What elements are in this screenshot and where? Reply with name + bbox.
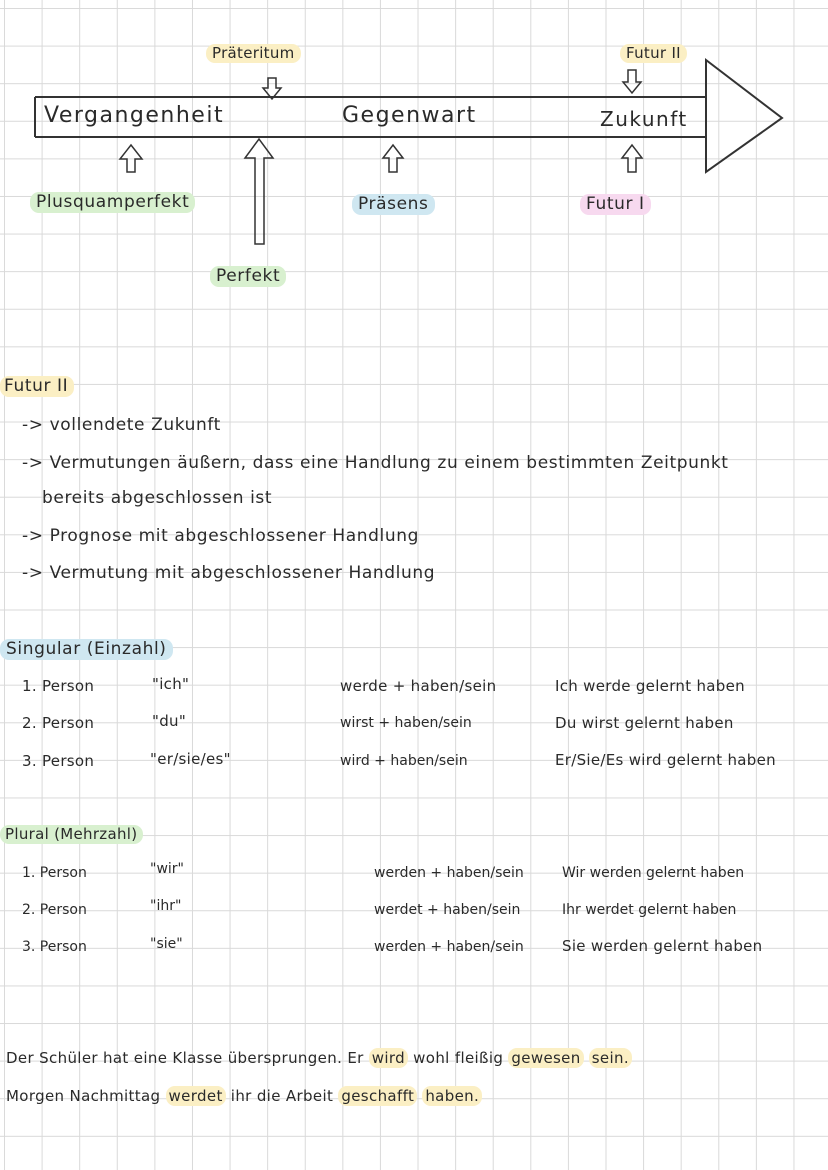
example-1-participle: gewesen: [508, 1048, 583, 1068]
plural-heading: Plural (Mehrzahl): [0, 825, 143, 844]
singular-form-3: wird + haben/sein: [340, 753, 468, 769]
plural-person-1: 1. Person: [22, 865, 87, 881]
singular-form-1: werde + haben/sein: [340, 677, 497, 695]
singular-heading: Singular (Einzahl): [0, 639, 173, 660]
label-praeteritum: Präteritum: [206, 44, 301, 63]
example-1-aux: sein.: [589, 1048, 632, 1068]
plural-person-3: 3. Person: [22, 939, 87, 955]
praesens-arrow-icon: [383, 145, 403, 172]
label-past: Vergangenheit: [44, 103, 225, 128]
example-1-part-2: wohl fleißig: [408, 1049, 509, 1067]
singular-example-2: Du wirst gelernt haben: [555, 714, 734, 732]
example-1-verb: wird: [369, 1048, 408, 1068]
example-2-part-1: Morgen Nachmittag: [6, 1087, 166, 1105]
plural-example-3: Sie werden gelernt haben: [562, 937, 763, 955]
label-praesens: Präsens: [352, 194, 435, 215]
futur1-arrow-icon: [622, 145, 642, 172]
futur2-bullet-3: -> Prognose mit abgeschlossener Handlung: [22, 526, 419, 546]
singular-person-3: 3. Person: [22, 752, 95, 770]
example-2-aux: haben.: [422, 1086, 482, 1106]
example-sentence-1: [6, 1050, 632, 1067]
futur2-bullet-2: -> Vermutungen äußern, dass eine Handlung zu einem bestimmten Zeitpunkt: [22, 453, 729, 473]
plural-pronoun-2: "ihr": [150, 898, 182, 914]
plural-example-2: Ihr werdet gelernt haben: [562, 902, 737, 918]
timeline-arrowhead: [706, 60, 782, 172]
plural-form-2: werdet + haben/sein: [374, 902, 521, 918]
plural-form-1: werden + haben/sein: [374, 865, 524, 881]
example-2-verb: werdet: [166, 1086, 226, 1106]
example-2-part-2: ihr die Arbeit: [225, 1087, 339, 1105]
singular-pronoun-1: "ich": [152, 675, 190, 693]
singular-form-2: wirst + haben/sein: [340, 715, 472, 731]
example-sentence-2: [6, 1088, 482, 1105]
singular-pronoun-3: "er/sie/es": [150, 750, 231, 768]
singular-example-3: Er/Sie/Es wird gelernt haben: [555, 751, 776, 769]
label-future: Zukunft: [600, 107, 688, 131]
label-perfekt: Perfekt: [210, 266, 286, 287]
singular-person-2: 2. Person: [22, 714, 95, 732]
label-plusquamperfekt: Plusquamperfekt: [30, 192, 195, 213]
futur2-arrow-icon: [623, 70, 641, 93]
timeline-graphic: [0, 0, 828, 300]
futur2-bullet-4: -> Vermutung mit abgeschlossener Handlung: [22, 563, 436, 583]
label-futur2-timeline: Futur II: [620, 44, 687, 63]
plural-pronoun-3: "sie": [150, 936, 183, 952]
futur2-bullet-2-cont: bereits abgeschlossen ist: [42, 488, 273, 508]
example-2-participle: geschafft: [338, 1086, 417, 1106]
label-futur1: Futur I: [580, 194, 651, 215]
plusquamperfekt-arrow-icon: [120, 145, 142, 172]
singular-example-1: Ich werde gelernt haben: [555, 677, 745, 695]
praeteritum-arrow-icon: [263, 78, 281, 99]
perfekt-arrow-icon: [245, 139, 273, 244]
label-present: Gegenwart: [342, 103, 477, 128]
singular-pronoun-2: "du": [152, 712, 187, 730]
plural-pronoun-1: "wir": [150, 861, 184, 877]
plural-form-3: werden + haben/sein: [374, 939, 524, 955]
plural-person-2: 2. Person: [22, 902, 87, 918]
singular-person-1: 1. Person: [22, 677, 95, 695]
example-1-part-1: Der Schüler hat eine Klasse übersprungen. Er: [6, 1049, 369, 1067]
futur2-heading: Futur II: [0, 376, 74, 397]
futur2-bullet-1: -> vollendete Zukunft: [22, 415, 221, 435]
plural-example-1: Wir werden gelernt haben: [562, 865, 745, 881]
